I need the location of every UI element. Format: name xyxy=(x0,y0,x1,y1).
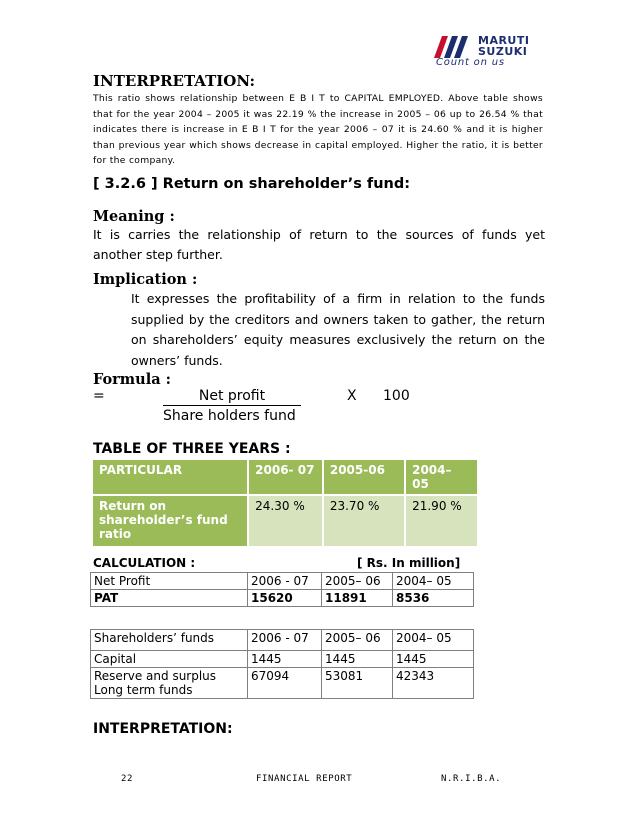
page-number: 22 xyxy=(121,774,134,784)
company-logo xyxy=(434,32,574,70)
interpretation-heading: INTERPRETATION: xyxy=(93,72,256,90)
logo-brand-maruti: MARUTI xyxy=(478,34,530,47)
formula-heading: Formula : xyxy=(93,371,172,388)
section-title: [ 3.2.6 ] Return on shareholder’s fund: xyxy=(93,176,411,192)
table-header-cell: PARTICULAR xyxy=(92,459,248,495)
logo-tagline: Count on us xyxy=(436,57,505,68)
implication-text: It expresses the profitability of a firm in relation to the funds supplied by the creditors and owners taken to gather, the return on shareholders’ equity measures exclusively the return on the owners’ funds. xyxy=(131,291,545,368)
three-years-heading: TABLE OF THREE YEARS : xyxy=(93,441,291,457)
table-row xyxy=(91,668,474,699)
table-cell-line: Reserve and surplus xyxy=(94,669,217,683)
table-header-cell: 2005-06 xyxy=(323,459,405,495)
footer-title: FINANCIAL REPORT xyxy=(256,774,353,784)
table-cell: 8536 xyxy=(393,590,474,607)
interpretation2-heading: INTERPRETATION: xyxy=(93,721,233,737)
interpretation-text: This ratio shows relationship between E B I T to CAPITAL EMPLOYED. Above table shows that for the year 2004 – 2005 it was 22.19 % the increase in 2005 – 06 up to 26.54 % that indicates there is increase in E B I T for the year 2006 – 07 it is 24.60 % and it is higher than previous year which shows decrease in capital employed. Higher the ratio, it is better for the company. xyxy=(93,93,543,166)
footer-right: N.R.I.B.A. xyxy=(441,774,502,784)
formula-numerator: Net profit xyxy=(163,388,301,406)
formula-multiplier: 100 xyxy=(383,388,410,404)
table-header-cell: 2004– 05 xyxy=(393,573,474,590)
table-row xyxy=(91,590,474,607)
table-row xyxy=(91,651,474,668)
table-header-cell: Net Profit xyxy=(91,573,248,590)
formula-times: X xyxy=(347,388,357,404)
table-header-cell: 2006 - 07 xyxy=(248,630,322,651)
implication-heading: Implication : xyxy=(93,271,198,288)
table-header-cell: 2006 - 07 xyxy=(248,573,322,590)
table-cell: 42343 xyxy=(393,668,474,699)
table-cell: 24.30 % xyxy=(248,495,323,547)
table-cell: 11891 xyxy=(322,590,393,607)
meaning-text: It is carries the relationship of return to the sources of funds yet another step further. xyxy=(93,227,545,262)
table-header-row xyxy=(92,459,478,495)
table-cell: 53081 xyxy=(322,668,393,699)
table-cell-label: Return on shareholder’s fund ratio xyxy=(92,495,248,547)
table-header-cell: 2004– 05 xyxy=(393,630,474,651)
calculation-heading: CALCULATION : xyxy=(93,556,196,570)
table-cell: 67094 xyxy=(248,668,322,699)
table-row xyxy=(92,495,478,547)
logo-brand-suzuki: SUZUKI xyxy=(478,45,528,58)
meaning-heading: Meaning : xyxy=(93,208,175,225)
table-header-cell: 2006- 07 xyxy=(248,459,323,495)
table-cell-line: Long term funds xyxy=(94,683,193,697)
table-header-cell: Shareholders’ funds xyxy=(91,630,248,651)
table-cell: 1445 xyxy=(248,651,322,668)
table-header-cell: 2005– 06 xyxy=(322,630,393,651)
three-years-table xyxy=(91,458,479,548)
formula-equals: = xyxy=(93,388,105,404)
calculation-unit: [ Rs. In million] xyxy=(357,556,461,570)
table-header-row xyxy=(91,630,474,651)
shareholders-funds-table xyxy=(90,629,474,699)
maruti-suzuki-logo-icon xyxy=(434,36,472,58)
table-cell: 1445 xyxy=(322,651,393,668)
table-cell xyxy=(91,668,248,699)
table-cell: 15620 xyxy=(248,590,322,607)
table-header-cell: 2005– 06 xyxy=(322,573,393,590)
table-cell: 21.90 % xyxy=(405,495,478,547)
formula-denominator: Share holders fund xyxy=(163,408,296,424)
table-cell: PAT xyxy=(91,590,248,607)
table-cell: 1445 xyxy=(393,651,474,668)
net-profit-table xyxy=(90,572,474,607)
table-cell: 23.70 % xyxy=(323,495,405,547)
table-header-cell: 2004– 05 xyxy=(405,459,478,495)
table-header-row xyxy=(91,573,474,590)
table-cell: Capital xyxy=(91,651,248,668)
